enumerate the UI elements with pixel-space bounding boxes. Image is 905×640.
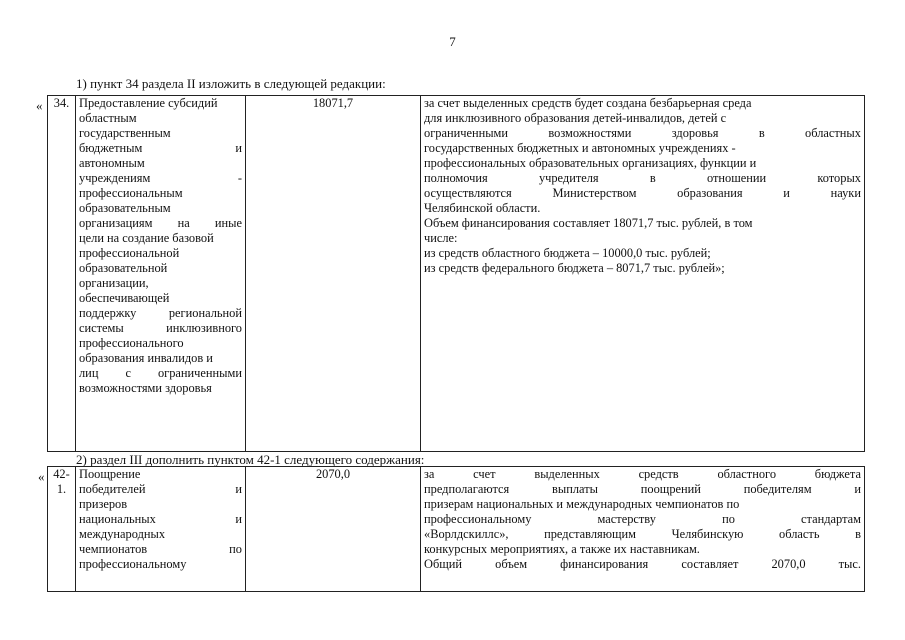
text-line: [79, 201, 242, 216]
text-word: организациям: [79, 216, 153, 230]
text-word: составляет: [681, 557, 739, 571]
text-word: обеспечивающей: [79, 291, 170, 305]
text-line: [79, 542, 242, 557]
text-word: здоровья: [671, 126, 719, 140]
text-line: [79, 381, 242, 396]
amendment-2-table: [47, 466, 865, 592]
text-word: профессионального: [79, 336, 184, 350]
amendment-1-intro: 1) пункт 34 раздела II изложить в следующей редакции:: [76, 76, 386, 91]
text-line: [79, 276, 242, 291]
text-word: науки: [830, 186, 861, 200]
text-line: [79, 171, 242, 186]
text-word: конкурсных мероприятиях, а также их наставникам.: [424, 542, 700, 556]
text-line: [79, 96, 242, 111]
text-line: [79, 246, 242, 261]
text-word: государственных бюджетных и автономных учреждениях -: [424, 141, 736, 155]
text-line: [424, 96, 861, 111]
text-word: за счет выделенных средств будет создана безбарьерная среда: [424, 96, 752, 110]
text-line: [424, 261, 861, 276]
item-number: 42-1.: [48, 467, 76, 592]
text-word: финансирования: [560, 557, 649, 571]
text-word: поощрений: [640, 482, 701, 496]
text-word: в: [649, 171, 656, 185]
text-line: [79, 291, 242, 306]
text-word: призерам национальных и международных чемпионатов по: [424, 497, 740, 511]
text-word: и: [235, 512, 242, 526]
text-word: Челябинской области.: [424, 201, 541, 215]
text-line: [424, 201, 861, 216]
text-word: стандартам: [801, 512, 861, 526]
text-word: возможностями: [548, 126, 632, 140]
text-word: объем: [495, 557, 528, 571]
text-word: национальных: [79, 512, 156, 526]
text-word: профессиональному: [424, 512, 532, 526]
text-word: бюджетным: [79, 141, 143, 155]
text-word: и: [854, 482, 861, 496]
text-word: автономным: [79, 156, 145, 170]
text-line: [79, 351, 242, 366]
text-word: Общий: [424, 557, 463, 571]
text-line: [79, 482, 242, 497]
text-line: [424, 186, 861, 201]
text-word: профессиональному: [79, 557, 187, 571]
text-line: [79, 527, 242, 542]
text-line: [79, 557, 242, 572]
item-sum: 18071,7: [246, 96, 421, 452]
text-line: [79, 261, 242, 276]
text-word: тыс.: [838, 557, 861, 571]
text-line: [79, 216, 242, 231]
text-word: областного: [717, 467, 777, 481]
text-line: [424, 111, 861, 126]
text-word: счет: [473, 467, 496, 481]
text-word: учреждениям: [79, 171, 151, 185]
amendment-2-intro: 2) раздел III дополнить пунктом 42-1 следующего содержания:: [76, 452, 425, 467]
text-word: осуществляются: [424, 186, 512, 200]
text-word: инклюзивного: [166, 321, 242, 335]
text-word: и: [235, 482, 242, 496]
text-line: [79, 111, 242, 126]
item-sum: 2070,0: [246, 467, 421, 592]
text-word: чемпионатов: [79, 542, 148, 556]
text-word: -: [237, 171, 242, 185]
text-word: с: [125, 366, 131, 380]
text-line: [424, 246, 861, 261]
text-word: областным: [79, 111, 137, 125]
text-word: лиц: [79, 366, 99, 380]
text-word: победителям: [743, 482, 812, 496]
text-word: учредителя: [538, 171, 599, 185]
text-word: ограниченными: [157, 366, 242, 380]
text-word: бюджета: [814, 467, 861, 481]
item-number: 34.: [48, 96, 76, 452]
text-line: [424, 467, 861, 482]
text-line: [79, 186, 242, 201]
text-word: профессиональным: [79, 186, 183, 200]
text-line: [424, 542, 861, 557]
text-word: средств: [638, 467, 679, 481]
text-line: [424, 482, 861, 497]
text-word: возможностями здоровья: [79, 381, 212, 395]
item-name: [79, 96, 242, 396]
item-description: [424, 467, 861, 572]
text-line: [424, 171, 861, 186]
text-word: для инклюзивного образования детей-инвалидов, детей с: [424, 111, 727, 125]
text-line: [424, 141, 861, 156]
text-word: организации,: [79, 276, 149, 290]
text-word: мастерству: [597, 512, 656, 526]
text-word: за: [424, 467, 435, 481]
text-word: из средств областного бюджета – 10000,0 тыс. рублей;: [424, 246, 711, 260]
text-word: системы: [79, 321, 124, 335]
item-name-cell: [76, 96, 246, 452]
text-line: [424, 557, 861, 572]
text-word: образовательным: [79, 201, 171, 215]
text-word: ограниченными: [424, 126, 509, 140]
text-word: призеров: [79, 497, 128, 511]
item-name: [79, 467, 242, 572]
opening-quote-2: «: [38, 469, 45, 484]
text-line: [79, 306, 242, 321]
table-row: [48, 96, 865, 452]
text-line: [424, 497, 861, 512]
text-line: [424, 216, 861, 231]
text-word: предполагаются: [424, 482, 510, 496]
text-line: [424, 126, 861, 141]
text-word: государственным: [79, 126, 171, 140]
text-word: Предоставление субсидий: [79, 96, 218, 110]
text-word: в: [855, 527, 861, 541]
text-word: область: [779, 527, 820, 541]
text-word: полномочия: [424, 171, 488, 185]
page-number: 7: [449, 34, 456, 49]
text-line: [79, 366, 242, 381]
text-word: по: [722, 512, 735, 526]
text-line: [79, 321, 242, 336]
text-word: цели на создание базовой: [79, 231, 214, 245]
text-word: иные: [214, 216, 242, 230]
text-line: [424, 527, 861, 542]
text-word: поддержку: [79, 306, 137, 320]
text-word: международных: [79, 527, 166, 541]
text-word: «Ворлдскиллс»,: [424, 527, 509, 541]
text-word: которых: [817, 171, 861, 185]
text-line: [79, 336, 242, 351]
text-line: [79, 467, 242, 482]
text-line: [79, 141, 242, 156]
amendment-1-table: [47, 95, 865, 452]
opening-quote-1: «: [36, 98, 43, 113]
text-line: [424, 231, 861, 246]
text-word: профессиональной: [79, 246, 180, 260]
text-word: из средств федерального бюджета – 8071,7 тыс. рублей»;: [424, 261, 725, 275]
table-row: [48, 467, 865, 592]
text-line: [79, 512, 242, 527]
text-word: Объем финансирования составляет 18071,7 тыс. рублей, в том: [424, 216, 753, 230]
text-word: 2070,0: [771, 557, 806, 571]
text-word: и: [235, 141, 242, 155]
text-word: Поощрение: [79, 467, 141, 481]
text-word: числе:: [424, 231, 458, 245]
item-description-cell: [421, 467, 865, 592]
text-word: на: [177, 216, 190, 230]
text-line: [79, 126, 242, 141]
text-word: отношении: [706, 171, 767, 185]
text-word: образования инвалидов и: [79, 351, 213, 365]
text-word: образования: [677, 186, 743, 200]
text-line: [79, 497, 242, 512]
text-word: образовательной: [79, 261, 168, 275]
text-word: профессиональных образовательных организациях, функции и: [424, 156, 757, 170]
text-line: [79, 231, 242, 246]
text-word: представляющим: [544, 527, 636, 541]
item-name-cell: [76, 467, 246, 592]
text-word: региональной: [168, 306, 242, 320]
text-word: в: [758, 126, 765, 140]
text-word: победителей: [79, 482, 146, 496]
text-word: выплаты: [552, 482, 598, 496]
text-word: Министерством: [552, 186, 637, 200]
text-word: выделенных: [534, 467, 600, 481]
text-word: по: [229, 542, 242, 556]
item-description-cell: [421, 96, 865, 452]
text-word: Челябинскую: [671, 527, 744, 541]
text-line: [424, 512, 861, 527]
text-word: областных: [805, 126, 861, 140]
item-description: [424, 96, 861, 276]
text-word: и: [783, 186, 790, 200]
text-line: [79, 156, 242, 171]
text-line: [424, 156, 861, 171]
